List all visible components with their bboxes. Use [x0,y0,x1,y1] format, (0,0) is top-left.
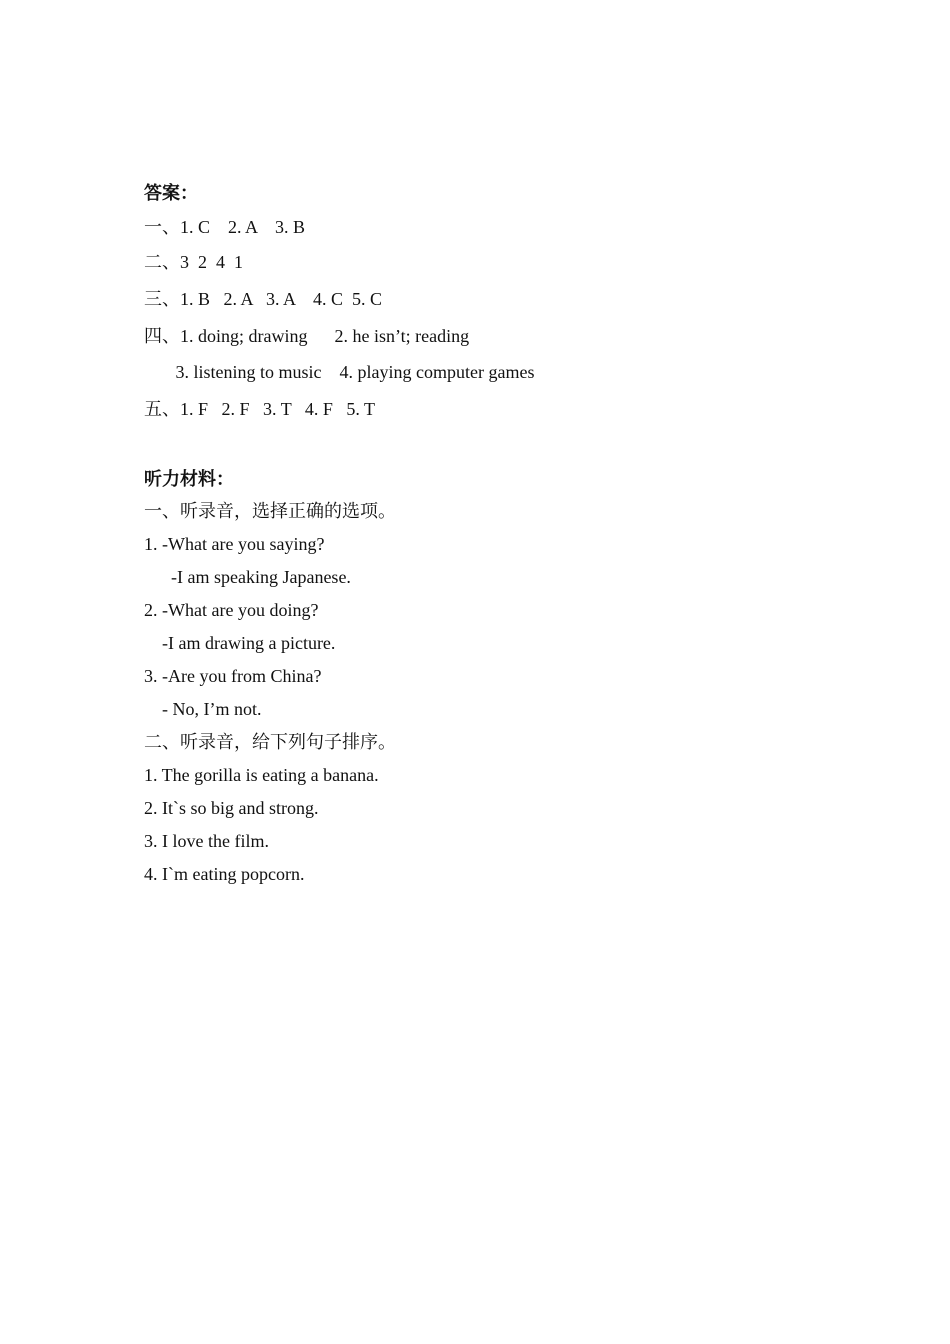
listening-section1-line-2: -I am speaking Japanese. [144,567,351,587]
answer-line-1: 一、1. C 2. A 3. B [144,217,306,237]
answer-line-5: 五、1. F 2. F 3. T 4. F 5. T [144,399,376,419]
listening-section2-line-1: 1. The gorilla is eating a banana. [144,765,379,785]
listening-section2-line-4: 4. I`m eating popcorn. [144,864,305,884]
listening-section1-line-1: 1. -What are you saying? [144,534,325,554]
answer-line-4: 四、1. doing; drawing 2. he isn’t; reading [144,326,470,346]
listening-section1-title: 一、听录音，选择正确的选项。 [144,501,396,521]
listening-section1-line-5: 3. -Are you from China? [144,666,322,686]
listening-section1-line-3: 2. -What are you doing? [144,600,319,620]
listening-section2-line-2: 2. It`s so big and strong. [144,798,319,818]
listening-section2-line-3: 3. I love the film. [144,831,269,851]
listening-section1-line-4: -I am drawing a picture. [144,633,336,653]
listening-section2-title: 二、听录音，给下列句子排序。 [144,732,396,752]
answer-line-4-cont: 3. listening to music 4. playing computer games [144,362,535,382]
answer-line-2: 二、3 2 4 1 [144,252,243,272]
answer-line-3: 三、1. B 2. A 3. A 4. C 5. C [144,289,383,309]
answers-heading: 答案： [144,183,198,203]
listening-section1-line-6: - No, I’m not. [144,699,262,719]
listening-heading: 听力材料： [144,469,234,489]
